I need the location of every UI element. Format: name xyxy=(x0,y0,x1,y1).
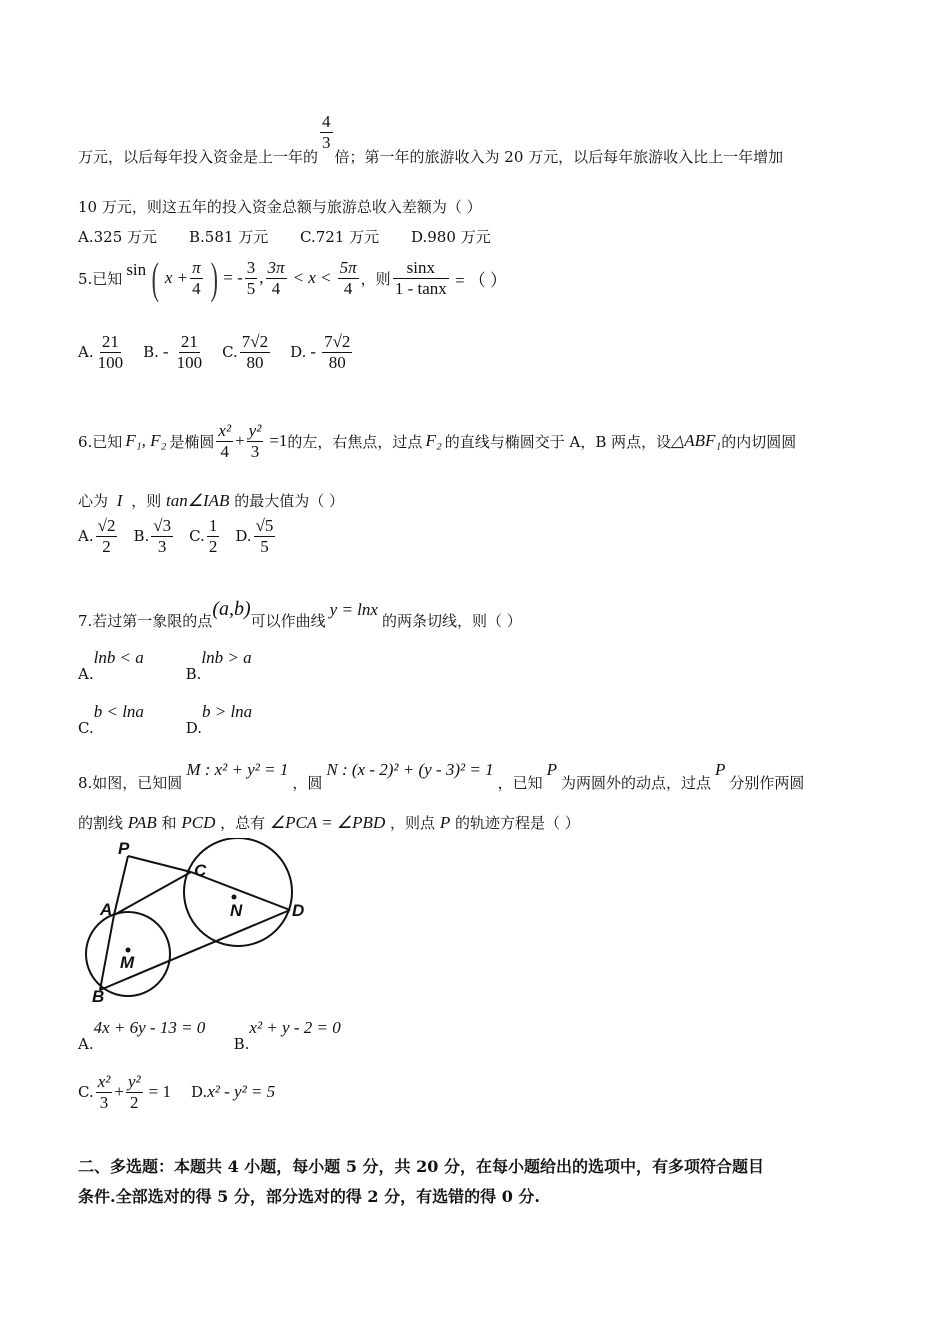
q8-angles: ∠PCA = ∠PBD xyxy=(269,813,386,832)
q8-p2: P xyxy=(715,760,726,779)
q6-rest1: 的左，右焦点，过点 xyxy=(287,432,423,451)
q8-options-row2 xyxy=(78,1072,275,1112)
q5-b-den: 100 xyxy=(176,352,203,372)
q5-target-fraction xyxy=(393,258,449,298)
q8-known: ，已知 xyxy=(497,774,543,792)
q5-options xyxy=(78,332,354,372)
q4-line1-rest: 倍；第一年的旅游收入为 20 万元，以后每年旅游收入比上一年增加 xyxy=(334,148,784,167)
q6-option-c-value xyxy=(207,516,220,556)
q5-lparen: ( xyxy=(151,253,160,303)
q6-b-den: 3 xyxy=(157,536,167,556)
q5-5pi-over-4 xyxy=(338,258,359,298)
label-c: C xyxy=(194,861,207,880)
q8-c-x2: x² xyxy=(97,1072,111,1091)
q5-option-d-label: D. xyxy=(290,343,307,362)
q6-eq1: =1 xyxy=(269,431,288,450)
q5-c-num: 7√2 xyxy=(241,332,269,351)
q5-pi-over-4 xyxy=(190,258,203,298)
q5-option-a-label: A. xyxy=(78,343,94,362)
q8-p: P xyxy=(546,760,557,779)
q7-mid: 可以作曲线 xyxy=(250,612,326,630)
circle-n xyxy=(184,838,292,946)
q6-d-den: 5 xyxy=(260,536,269,556)
q8-and: 和 xyxy=(161,814,177,832)
q4-frac-denominator: 3 xyxy=(322,132,331,152)
q5-sin: sin xyxy=(126,260,147,279)
q5-prefix: 5.已知 xyxy=(78,269,123,288)
q5-option-a-value xyxy=(96,332,126,372)
q5-eq-paren: = （ ） xyxy=(454,270,508,290)
q4-fraction xyxy=(320,112,333,152)
q5-b-neg: - xyxy=(162,342,169,362)
q7-stem xyxy=(78,598,522,631)
q6-option-c-label: C. xyxy=(189,527,205,546)
q5-range: < x < xyxy=(292,268,332,287)
q8-option-a-value: 4x + 6y - 13 = 0 xyxy=(93,1018,206,1037)
label-a: A xyxy=(100,900,113,919)
q5-option-b-label: B. xyxy=(143,343,159,362)
q6-option-a-label: A. xyxy=(78,527,94,546)
q4-option-b: B.581 万元 xyxy=(189,228,269,246)
q8-line2-b: ，总有 xyxy=(220,814,266,832)
q4-options xyxy=(78,226,491,247)
q8-prefix: 8.如图，已知圆 xyxy=(78,774,183,792)
q6-prefix: 6.已知 xyxy=(78,432,123,451)
q5-option-c-value xyxy=(240,332,270,372)
q7-curve: y = lnx xyxy=(329,600,378,619)
q5-four: 4 xyxy=(192,278,201,298)
line-pc xyxy=(128,856,191,872)
q6-b-num: √3 xyxy=(153,516,172,535)
q5-c-den: 80 xyxy=(246,352,264,372)
q8-c-3: 3 xyxy=(99,1092,109,1112)
q8-line2-c: ，则点 xyxy=(390,814,436,832)
q8-pab: PAB xyxy=(127,813,157,832)
q5-sinx: sinx xyxy=(393,258,449,279)
q6-three: 3 xyxy=(250,441,260,461)
q8-option-a-label: A. xyxy=(78,1035,94,1053)
q5-x-plus: x + xyxy=(164,268,189,287)
q6-rest2: 的直线与椭圆交于 A，B 两点，设 xyxy=(444,432,672,451)
q5-three: 3 xyxy=(246,257,256,277)
q5-option-c-label: C. xyxy=(222,343,238,362)
q7-option-c-label: C. xyxy=(78,719,94,737)
q6-line2 xyxy=(78,490,344,511)
q6-a-den: 2 xyxy=(102,536,111,556)
q4-option-c: C.721 万元 xyxy=(300,228,380,246)
q6-y2-over-3 xyxy=(247,421,264,461)
q5-eq-neg: = - xyxy=(223,268,243,287)
q4-line1-text: 万元，以后每年投入资金是上一年的 xyxy=(78,148,319,167)
q7-option-a-value: lnb < a xyxy=(93,648,144,667)
q5-option-d-value xyxy=(322,332,352,372)
q7-point: (a,b) xyxy=(212,598,251,620)
q8-c-eq: = 1 xyxy=(148,1082,171,1102)
q6-option-d-value xyxy=(254,516,276,556)
q5-3-over-5 xyxy=(245,258,258,298)
q5-stem: 5.已知 sin ( x + $\frac{\pi}{4}$ ) = - $\frac{3}{5}$ , $\frac{3\pi}{4}$ < x < $\frac{5\pi}{4}$ ，则 $\frac{\sin x}{1 - \tan x}$ = （ ） xyxy=(78,253,508,303)
q5-rparen: ) xyxy=(210,253,218,303)
q5-pi: π xyxy=(192,257,201,277)
q7-option-b-value: lnb > a xyxy=(201,648,252,667)
q8-line2-d: 的轨迹方程是（ ） xyxy=(454,814,580,832)
q8-figure xyxy=(78,838,318,1008)
q7-prefix: 7.若过第一象限的点 xyxy=(78,612,213,630)
q8-p3: P xyxy=(439,813,451,832)
label-m: M xyxy=(120,953,135,972)
q6-x2: x² xyxy=(218,420,232,440)
q6-foci: F₁, F₂ xyxy=(125,431,167,450)
q8-c-x2-over-3 xyxy=(96,1072,113,1112)
q6-plus: + xyxy=(235,431,245,450)
q5-d-num: 7√2 xyxy=(324,332,351,351)
q7-option-b-label: B. xyxy=(185,665,202,683)
q8-pcd: PCD xyxy=(181,813,216,832)
q8-line2 xyxy=(78,812,580,833)
q8-c-2: 2 xyxy=(130,1092,139,1112)
q5-then: ，则 xyxy=(360,269,391,288)
line-ab xyxy=(100,915,114,990)
q8-circle-n: N : (x - 2)² + (y - 3)² = 1 xyxy=(326,760,494,779)
q6-option-a-value xyxy=(96,516,118,556)
q4-option-d: D.980 万元 xyxy=(411,228,491,246)
line-pa xyxy=(114,856,128,915)
q6-line2-c: 的最大值为（ ） xyxy=(234,492,345,510)
section2-line2: 条件.全部选对的得 5 分，部分选对的得 2 分，有选错的得 0 分. xyxy=(78,1187,540,1206)
label-p: P xyxy=(118,839,130,858)
q6-line2-a: 心为 xyxy=(78,492,109,510)
q5-b-num: 21 xyxy=(180,332,198,351)
line-ac xyxy=(114,872,191,915)
q7-option-d-value: b > lna xyxy=(201,702,253,721)
center-m-dot xyxy=(126,948,131,953)
q8-c-plus: + xyxy=(114,1082,124,1102)
q6-is-ellipse: 是椭圆 xyxy=(169,432,215,451)
q7-options-row1 xyxy=(78,648,252,683)
q4-option-a: A.325 万元 xyxy=(78,228,157,246)
q5-four-c: 4 xyxy=(343,278,353,298)
q5-a-num: 21 xyxy=(101,332,119,351)
q6-four: 4 xyxy=(220,441,229,461)
q6-y2: y² xyxy=(248,420,262,440)
label-b: B xyxy=(92,987,105,1006)
q6-stem xyxy=(78,410,796,472)
label-n: N xyxy=(230,901,243,920)
q6-x2-over-4 xyxy=(216,421,233,461)
q8-option-b-value: x² + y - 2 = 0 xyxy=(249,1018,341,1037)
q5-d-neg: - xyxy=(310,342,317,362)
q8-c-y2-over-2 xyxy=(126,1072,143,1112)
q5-d-den: 80 xyxy=(328,352,346,372)
q8-c-y2: y² xyxy=(127,1072,141,1091)
q6-line2-b: ，则 xyxy=(131,492,162,510)
q4-line1 xyxy=(78,112,784,167)
q8-line2-a: 的割线 xyxy=(78,814,124,832)
q7-option-c-value: b < lna xyxy=(93,702,144,721)
q6-option-b-label: B. xyxy=(133,527,150,546)
q8-option-d-label: D. xyxy=(190,1083,208,1102)
q8-option-d-value: x² - y² = 5 xyxy=(207,1082,276,1102)
q6-f2: F₂ xyxy=(425,431,442,450)
q6-rest3: 的内切圆圆 xyxy=(721,432,797,451)
q6-options xyxy=(78,516,277,556)
q5-5pi: 5π xyxy=(339,257,357,277)
q5-3pi-over-4 xyxy=(266,258,287,298)
q5-four-b: 4 xyxy=(271,278,281,298)
q5-1-tanx: 1 - tanx xyxy=(394,278,447,298)
q6-triangle: △ABF₁ xyxy=(671,431,722,450)
q7-rest: 的两条切线，则（ ） xyxy=(381,612,522,630)
label-d: D xyxy=(292,901,305,920)
q6-d-num: √5 xyxy=(255,516,274,535)
q5-a-den: 100 xyxy=(97,352,124,372)
q8-option-b-label: B. xyxy=(233,1035,250,1053)
q7-options-row2 xyxy=(78,702,253,737)
q4-line2: 10 万元，则这五年的投入资金总额与旅游总收入差额为（ ） xyxy=(78,198,482,216)
q6-c-den: 2 xyxy=(208,536,218,556)
q7-option-a-label: A. xyxy=(78,665,94,683)
q6-tan: tan∠IAB xyxy=(166,491,230,510)
q8-rest2: 分别作两圆 xyxy=(729,774,805,792)
center-n-dot xyxy=(232,895,237,900)
q8-comma-circle: ，圆 xyxy=(292,774,323,792)
q5-option-b-value xyxy=(175,332,205,372)
q8-circle-m: M : x² + y² = 1 xyxy=(186,760,289,779)
q6-option-d-label: D. xyxy=(235,527,252,546)
q6-a-num: √2 xyxy=(97,516,116,535)
q8-rest1: 为两圆外的动点，过点 xyxy=(561,774,712,792)
q8-option-c-label: C. xyxy=(78,1083,94,1102)
q5-3pi: 3π xyxy=(267,257,285,277)
q6-option-b-value xyxy=(151,516,173,556)
q4-frac-numerator: 4 xyxy=(322,112,331,131)
section2-line1: 二、多选题：本题共 4 小题，每小题 5 分，共 20 分，在每小题给出的选项中，有多项符合题目 xyxy=(78,1157,764,1176)
q6-I: I xyxy=(116,491,123,510)
q5-five: 5 xyxy=(246,278,256,298)
q8-stem xyxy=(78,760,804,793)
q7-option-d-label: D. xyxy=(185,719,202,737)
q8-options-row1 xyxy=(78,1018,341,1053)
q6-c-num: 1 xyxy=(208,516,218,535)
